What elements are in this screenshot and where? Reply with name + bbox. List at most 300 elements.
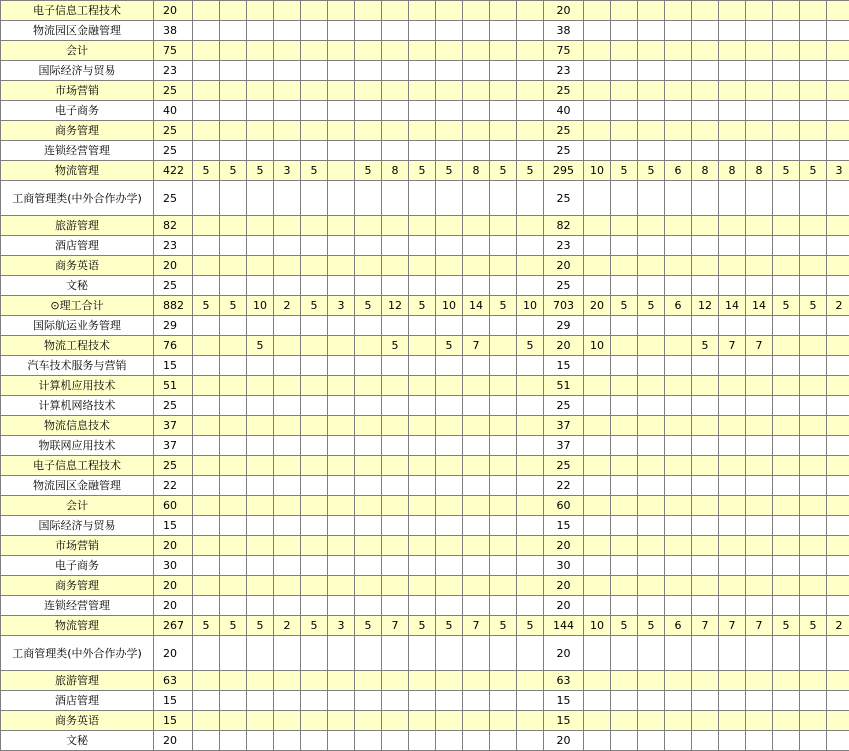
quota-cell [436,556,463,576]
quota-cell [665,216,692,236]
quota-cell: 2 [274,296,301,316]
quota-cell [827,256,849,276]
quota-cell [382,476,409,496]
quota-cell [638,316,665,336]
quota-cell [746,691,773,711]
quota-cell [611,636,638,671]
quota-cell [692,536,719,556]
quota-cell [490,376,517,396]
quota-cell [436,516,463,536]
quota-cell [274,256,301,276]
quota-cell [584,456,611,476]
quota-cell [193,396,220,416]
quota-cell [827,216,849,236]
quota-cell [301,141,328,161]
quota-cell [247,356,274,376]
quota-cell [773,436,800,456]
quota-cell [247,61,274,81]
quota-cell [638,276,665,296]
quota-cell [584,81,611,101]
quota-cell [746,436,773,456]
quota-cell [220,396,247,416]
quota-cell [665,416,692,436]
quota-cell [827,376,849,396]
quota-cell [746,416,773,436]
quota-cell [301,316,328,336]
quota-cell [773,41,800,61]
quota-cell [490,476,517,496]
table-row [1,436,849,456]
quota-cell [301,496,328,516]
quota-cell [382,101,409,121]
quota-cell [220,376,247,396]
quota-cell [382,256,409,276]
quota-cell [274,671,301,691]
quota-cell: 7 [746,336,773,356]
table-row [1,121,849,141]
major-name-cell: 物流管理 [1,616,154,636]
quota-cell [409,556,436,576]
quota-cell [827,101,849,121]
table-row [1,141,849,161]
quota-cell [436,536,463,556]
major-name-cell: 酒店管理 [1,236,154,256]
quota-cell [301,121,328,141]
quota-cell [692,216,719,236]
quota-cell [247,1,274,21]
major-name-cell: 计算机应用技术 [1,376,154,396]
table-row [1,671,849,691]
quota-cell [584,41,611,61]
quota-cell [274,336,301,356]
quota-cell [665,711,692,731]
quota-cell [490,316,517,336]
quota-cell [355,376,382,396]
major-name-cell: 酒店管理 [1,691,154,711]
quota-cell: 5 [193,296,220,316]
quota-cell [692,121,719,141]
quota-cell [355,436,382,456]
quota-cell [746,141,773,161]
quota-cell [800,356,827,376]
quota-cell [247,456,274,476]
quota-cell [247,516,274,536]
quota-cell [746,711,773,731]
quota-cell [274,356,301,376]
quota-cell [328,316,355,336]
quota-cell [220,356,247,376]
quota-cell: 5 [436,336,463,356]
table-row [1,596,849,616]
quota-cell [800,376,827,396]
quota-cell [611,316,638,336]
quota-cell [827,61,849,81]
quota-cell [409,396,436,416]
quota-cell [773,556,800,576]
quota-cell [611,416,638,436]
quota-cell [692,316,719,336]
quota-cell [355,216,382,236]
quota-cell [517,536,544,556]
quota-cell [328,141,355,161]
quota-cell [436,416,463,436]
quota-cell [193,216,220,236]
quota-cell [719,671,746,691]
quota-cell [584,416,611,436]
subtotal-cell: 37 [544,416,584,436]
major-name-cell: 工商管理类(中外合作办学) [1,181,154,216]
quota-cell [382,596,409,616]
quota-cell [800,636,827,671]
quota-cell [719,276,746,296]
quota-cell [436,636,463,671]
quota-cell [436,276,463,296]
quota-cell [193,256,220,276]
quota-cell [409,436,436,456]
quota-cell [611,61,638,81]
quota-cell [490,336,517,356]
quota-cell [301,216,328,236]
quota-cell [409,141,436,161]
quota-cell [584,691,611,711]
quota-cell [638,216,665,236]
quota-cell [409,476,436,496]
quota-cell [800,416,827,436]
quota-cell [355,181,382,216]
quota-cell: 5 [247,161,274,181]
quota-cell [517,316,544,336]
quota-cell [638,476,665,496]
quota-cell [436,256,463,276]
quota-cell [274,456,301,476]
quota-cell [274,236,301,256]
quota-cell [827,476,849,496]
quota-cell [436,216,463,236]
quota-cell [328,81,355,101]
quota-cell [463,576,490,596]
quota-cell [800,536,827,556]
quota-cell [409,236,436,256]
quota-cell [719,396,746,416]
quota-cell [382,21,409,41]
major-name-cell: 汽车技术服务与营销 [1,356,154,376]
quota-cell [328,671,355,691]
quota-cell [247,536,274,556]
quota-cell [800,236,827,256]
quota-cell [301,236,328,256]
quota-cell [328,456,355,476]
quota-cell [827,236,849,256]
quota-cell [409,1,436,21]
quota-cell [355,596,382,616]
table-row [1,161,849,181]
quota-cell [800,596,827,616]
quota-cell [665,596,692,616]
quota-cell [193,1,220,21]
subtotal-cell: 703 [544,296,584,316]
quota-cell [638,536,665,556]
quota-cell [827,21,849,41]
quota-cell [773,456,800,476]
quota-cell [584,636,611,671]
quota-cell [665,236,692,256]
quota-cell [328,556,355,576]
quota-cell [328,496,355,516]
quota-cell: 7 [746,616,773,636]
quota-cell [490,276,517,296]
total-cell: 37 [154,416,193,436]
subtotal-cell: 25 [544,276,584,296]
quota-cell [382,41,409,61]
quota-cell [517,21,544,41]
table-row [1,1,849,21]
quota-cell [638,576,665,596]
quota-cell [328,711,355,731]
quota-cell [517,141,544,161]
quota-cell [436,236,463,256]
quota-cell [746,256,773,276]
quota-cell [638,671,665,691]
quota-cell [301,416,328,436]
quota-cell [665,376,692,396]
quota-cell [517,376,544,396]
quota-cell [490,356,517,376]
quota-cell [773,81,800,101]
major-name-cell: 物流信息技术 [1,416,154,436]
quota-cell [436,436,463,456]
table-row [1,516,849,536]
quota-cell [382,436,409,456]
table-row [1,616,849,636]
quota-cell [773,691,800,711]
quota-cell: 7 [382,616,409,636]
quota-cell [490,396,517,416]
quota-cell: 5 [301,296,328,316]
quota-cell [517,216,544,236]
quota-cell [274,476,301,496]
quota-cell: 14 [719,296,746,316]
quota-cell [773,121,800,141]
quota-cell [274,181,301,216]
quota-cell [665,141,692,161]
quota-cell [409,536,436,556]
table-row [1,181,849,216]
quota-cell [193,576,220,596]
quota-cell [328,216,355,236]
quota-cell [800,256,827,276]
quota-cell [638,636,665,671]
quota-cell [382,1,409,21]
quota-cell [773,276,800,296]
major-name-cell: 文秘 [1,276,154,296]
quota-cell [301,376,328,396]
subtotal-cell: 15 [544,691,584,711]
quota-cell [827,416,849,436]
quota-cell [463,556,490,576]
quota-cell [692,671,719,691]
quota-cell: 14 [463,296,490,316]
quota-cell [463,691,490,711]
quota-cell [193,61,220,81]
quota-cell: 5 [638,161,665,181]
quota-cell [665,21,692,41]
quota-cell: 5 [220,616,247,636]
quota-cell [247,256,274,276]
table-row [1,636,849,671]
quota-cell [719,476,746,496]
quota-cell: 5 [409,296,436,316]
quota-cell [692,141,719,161]
quota-cell [247,476,274,496]
quota-cell [719,121,746,141]
quota-cell [355,671,382,691]
quota-cell [827,556,849,576]
major-name-cell: 物联网应用技术 [1,436,154,456]
quota-cell [800,396,827,416]
quota-cell [463,181,490,216]
quota-cell [584,711,611,731]
quota-cell [692,236,719,256]
table-row [1,276,849,296]
quota-cell: 5 [517,336,544,356]
quota-cell [638,256,665,276]
quota-cell [773,216,800,236]
quota-cell [463,711,490,731]
quota-cell [773,711,800,731]
subtotal-cell: 38 [544,21,584,41]
quota-cell [665,636,692,671]
quota-cell [719,21,746,41]
quota-cell [665,536,692,556]
quota-cell: 6 [665,161,692,181]
quota-cell [827,121,849,141]
quota-cell [584,141,611,161]
quota-cell [517,41,544,61]
quota-cell [436,356,463,376]
quota-cell [800,1,827,21]
quota-cell: 5 [517,161,544,181]
major-name-cell: 文秘 [1,731,154,751]
quota-cell [638,596,665,616]
quota-cell [193,596,220,616]
quota-cell [382,536,409,556]
quota-cell [220,436,247,456]
quota-cell [247,236,274,256]
quota-cell [274,41,301,61]
total-cell: 22 [154,476,193,496]
quota-cell [274,596,301,616]
quota-cell [247,496,274,516]
quota-cell [827,576,849,596]
quota-cell [328,596,355,616]
quota-cell: 7 [719,336,746,356]
quota-cell [692,691,719,711]
quota-cell [490,556,517,576]
quota-cell [773,141,800,161]
table-row [1,61,849,81]
major-name-cell: 会计 [1,41,154,61]
quota-cell [827,516,849,536]
quota-cell [665,496,692,516]
quota-cell [463,536,490,556]
quota-cell [800,671,827,691]
quota-cell [746,276,773,296]
quota-cell [382,276,409,296]
quota-cell [328,436,355,456]
quota-cell [328,636,355,671]
quota-cell [220,516,247,536]
quota-cell: 5 [193,616,220,636]
quota-cell: 6 [665,616,692,636]
quota-cell [773,356,800,376]
quota-cell [220,81,247,101]
total-cell: 15 [154,516,193,536]
quota-cell [409,101,436,121]
major-name-cell: 会计 [1,496,154,516]
quota-cell [490,41,517,61]
quota-cell [719,516,746,536]
quota-cell [463,671,490,691]
quota-cell [409,576,436,596]
quota-cell [611,576,638,596]
quota-cell [220,456,247,476]
quota-cell [800,216,827,236]
quota-cell [773,61,800,81]
subtotal-cell: 63 [544,671,584,691]
quota-cell [247,576,274,596]
quota-cell [382,416,409,436]
quota-cell [638,416,665,436]
quota-cell [638,516,665,536]
total-cell: 20 [154,596,193,616]
quota-cell [436,181,463,216]
quota-cell [517,276,544,296]
quota-cell [409,416,436,436]
quota-cell [719,636,746,671]
quota-cell [301,476,328,496]
quota-cell [611,101,638,121]
subtotal-cell: 20 [544,596,584,616]
quota-cell: 5 [301,161,328,181]
quota-cell [274,556,301,576]
quota-cell [719,711,746,731]
quota-cell [611,181,638,216]
quota-cell: 5 [773,161,800,181]
major-name-cell: 市场营销 [1,536,154,556]
quota-cell [584,356,611,376]
quota-cell [463,316,490,336]
quota-cell [517,101,544,121]
quota-cell: 10 [584,336,611,356]
table-row [1,376,849,396]
quota-cell [382,516,409,536]
quota-cell [665,456,692,476]
quota-cell [719,436,746,456]
quota-cell [773,101,800,121]
quota-cell [611,691,638,711]
quota-cell: 2 [274,616,301,636]
quota-cell: 5 [409,161,436,181]
quota-cell [382,216,409,236]
quota-cell [382,396,409,416]
quota-cell [665,256,692,276]
quota-cell [773,576,800,596]
quota-cell [193,141,220,161]
quota-cell [247,316,274,336]
quota-cell: 5 [436,616,463,636]
total-cell: 25 [154,141,193,161]
quota-cell [517,456,544,476]
